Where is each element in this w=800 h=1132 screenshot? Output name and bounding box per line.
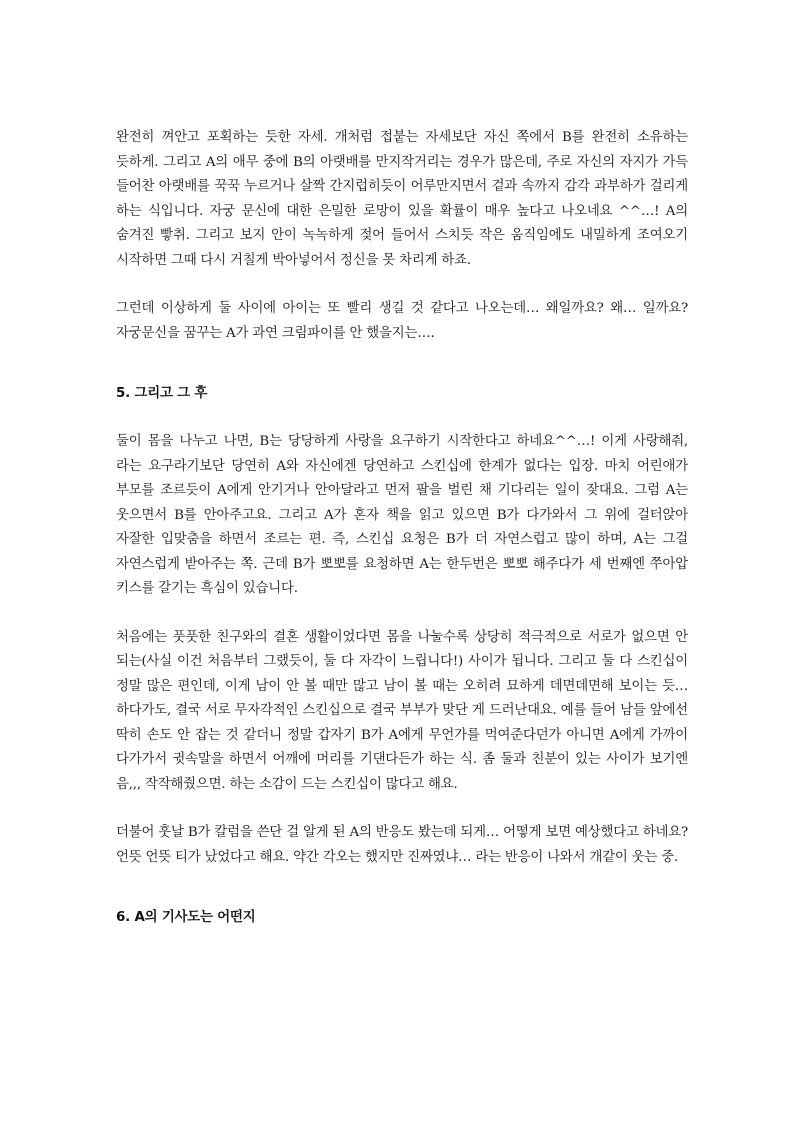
paragraph: 처음에는 풋풋한 친구와의 결혼 생활이었다면 몸을 나눌수록 상당히 적극적으로 서로가 없으면 안 되는(사실 이건 처음부터 그랬듯이, 둘 다 자각이 느립니다!) 사이가 됩니다. 그리고 둘 다 스킨십이 정말 많은 편인데, 이게 남이 안 볼 때만 많고 남이 볼 때는 오히려 묘하게 데면데면해 보이는 듯… 하다가도, 결국 서로 무자각적인 스킨십으로 결국 부부가 맞단 게 드러난대요. 예를 들어 남들 앞에선 딱히 손도 안 잡는 것 같더니 정말 갑자기 B가 A에게 무언가를 먹여준다던가 아니면 A에게 가까이 다가가서 귓속말을 하면서 어깨에 머리를 기댄다든가 하는 식. 좀 둘과 친분이 있는 사이가 보기엔 음,,, 작작해줬으면. 하는 소감이 드는 스킨십이 많다고 해요.	[116, 629, 688, 792]
document-body	[116, 126, 688, 930]
paragraph: 완전히 껴안고 포획하는 듯한 자세. 개처럼 접붙는 자세보단 자신 쪽에서 B를 완전히 소유하는 듯하게. 그리고 A의 애무 중에 B의 아랫배를 만지작거리는 경우가 많은데, 주로 자신의 자지가 가득 들어찬 아랫배를 꾹꾹 누르거나 살짝 간지럽히듯이 어루만지면서 겉과 속까지 감각 과부하가 걸리게 하는 식입니다. 자궁 문신에 대한 은밀한 로망이 있을 확률이 매우 높다고 나오네요 ^^…! A의 숨겨진 빻취. 그리고 보지 안이 녹녹하게 젖어 들어서 스치듯 작은 움직임에도 내밀하게 조여오기 시작하면 그때 다시 거칠게 박아넣어서 정신을 못 차리게 하죠.	[116, 130, 688, 268]
paragraph: 둘이 몸을 나누고 나면, B는 당당하게 사랑을 요구하기 시작한다고 하네요^^…! 이게 사랑해줘, 라는 요구라기보단 당연히 A와 자신에겐 당연하고 스킨십에 한계가 없다는 입장. 마치 어린애가 부모를 조르듯이 A에게 안기거나 안아달라고 먼저 팔을 벌린 채 기다리는 일이 잦대요. 그럼 A는 웃으면서 B를 안아주고요. 그리고 A가 혼자 책을 읽고 있으면 B가 다가와서 그 위에 걸터앉아 자잘한 입맞춤을 하면서 조르는 편. 즉, 스킨십 요청은 B가 더 자연스럽고 많이 하며, A는 그걸 자연스럽게 받아주는 쪽. 근데 B가 뽀뽀를 요청하면 A는 한두번은 뽀뽀 해주다가 세 번째엔 쭈아압 키스를 갈기는 흑심이 있습니다.	[116, 434, 688, 596]
paragraph: 더불어 훗날 B가 칼럼을 쓴단 걸 알게 된 A의 반응도 봤는데 되게… 어떻게 보면 예상했다고 하네요? 언뜻 언뜻 티가 났었다고 해요. 약간 각오는 했지만 진짜였냐… 라는 반응이 나와서 개같이 웃는 중.	[116, 825, 688, 865]
section-heading-5: 5. 그리고 그 후	[116, 386, 208, 401]
section-heading-6: 6. A의 기사도는 어떤지	[116, 910, 256, 925]
paragraph: 그런데 이상하게 둘 사이에 아이는 또 빨리 생길 것 같다고 나오는데… 왜일까요? 왜… 일까요? 자궁문신을 꿈꾸는 A가 과연 크림파이를 안 했을지는….	[116, 301, 688, 341]
